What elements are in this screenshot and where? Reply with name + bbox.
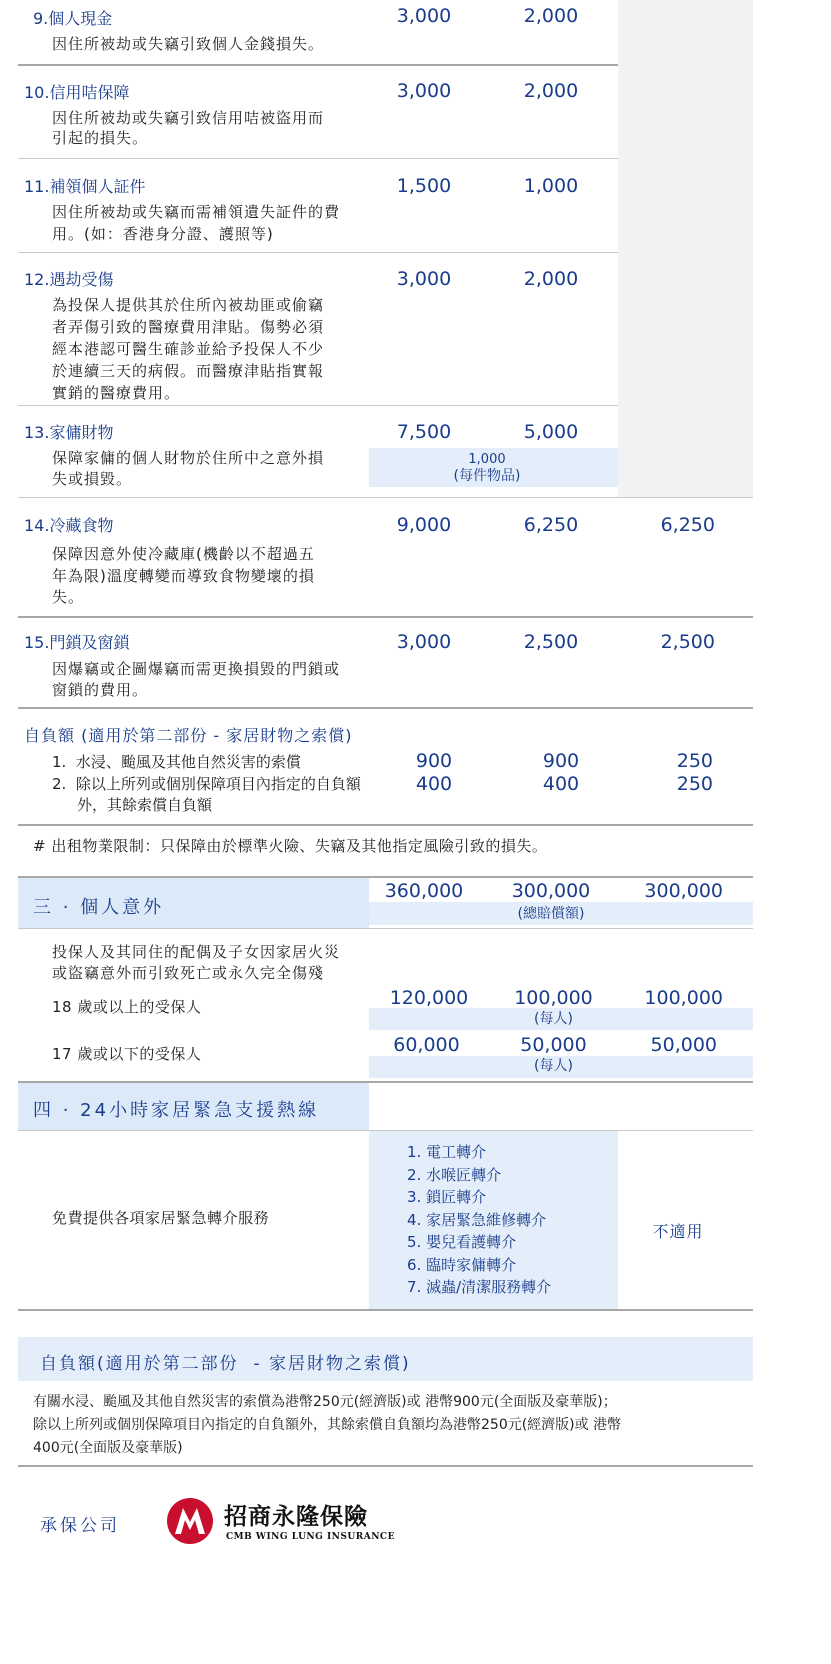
section3-row-col3: 100,000 (644, 987, 723, 1009)
value-col2: 2,000 (523, 80, 579, 102)
logo-english-name: CMB WING LUNG INSURANCE (226, 1532, 395, 1542)
section3-title: 三 · 個人意外 (33, 897, 165, 918)
service-item: 5. 嬰兒看護轉介 (407, 1233, 517, 1251)
section4-service-label: 免費提供各項家居緊急轉介服務 (52, 1209, 270, 1227)
deductible-col3: 250 (676, 773, 713, 795)
rental-note: # 出租物業限制：只保障由於標準火險、失竊及其他指定風險引致的損失。 (33, 837, 548, 855)
item-desc: 經本港認可醫生確診並給予投保人不少 (52, 340, 325, 358)
item-title: 9.個人現金 (33, 9, 113, 28)
value-col1: 1,500 (396, 175, 452, 197)
item13-per-item-limit: 1,000 (468, 452, 506, 467)
service-item: 3. 鎖匠轉介 (407, 1188, 487, 1206)
value-col2: 1,000 (523, 175, 579, 197)
value-col3: 6,250 (660, 514, 715, 536)
footer-deductible-line: 有關水浸、颱風及其他自然災害的索償為港幣250元(經濟版)或 港幣900元(全面版及豪華版)； (33, 1394, 617, 1410)
section3-row-col2: 100,000 (514, 987, 593, 1009)
section3-row-label: 17 歲或以下的受保人 (52, 1045, 202, 1063)
row-divider (18, 1465, 753, 1467)
deductible-row-label: 1. 水浸、颱風及其他自然災害的索償 (52, 753, 301, 771)
deductible-col2: 900 (542, 750, 580, 772)
item-desc: 失。 (52, 588, 85, 606)
row-divider (18, 405, 618, 406)
value-col2: 6,250 (523, 514, 579, 536)
deductible-col1: 900 (415, 750, 453, 772)
section3-desc: 或盜竊意外而引致死亡或永久完全傷殘 (52, 964, 325, 982)
value-col1: 3,000 (396, 268, 452, 290)
section3-col3: 300,000 (644, 880, 723, 902)
section3-row-col1: 120,000 (389, 987, 469, 1009)
deductible-row-label: 2. 除以上所列或個別保障項目內指定的自負額 (52, 775, 361, 793)
item-desc: 因住所被劫或失竊而需補領遺失証件的費 (52, 203, 341, 221)
item-title: 14.冷藏食物 (24, 516, 114, 535)
item-desc: 失或損毀。 (52, 470, 133, 488)
item-desc: 者弄傷引致的醫療費用津貼。傷勢必須 (52, 318, 325, 336)
service-item: 1. 電工轉介 (407, 1143, 487, 1161)
value-col1: 3,000 (396, 80, 452, 102)
section3-desc: 投保人及其同住的配偶及子女因家居火災 (52, 943, 341, 961)
deductible-col3: 250 (676, 750, 713, 772)
item-desc: 於連續三天的病假。而醫療津貼指實報 (52, 362, 325, 380)
value-col3: 2,500 (660, 631, 715, 653)
item-desc: 因住所被劫或失竊引致個人金錢損失。 (52, 35, 325, 53)
row-divider (18, 707, 753, 709)
section4-title: 四 · 24小時家居緊急支援熱線 (33, 1100, 320, 1121)
value-col1: 3,000 (396, 631, 452, 653)
section3-row-col1: 60,000 (393, 1034, 460, 1056)
section3-row-label: 18 歲或以上的受保人 (52, 998, 202, 1016)
section4-services-list (407, 1140, 551, 1298)
item-title: 10.信用咭保障 (24, 83, 130, 102)
section3-col2: 300,000 (511, 880, 591, 902)
value-col1: 3,000 (396, 5, 452, 27)
footer-deductible-line: 400元(全面版及豪華版) (33, 1440, 183, 1456)
footer-deductible-line: 除以上所列或個別保障項目內指定的自負額外，其餘索償自負額均為港幣250元(經濟版)或 港幣 (33, 1417, 622, 1433)
item-desc: 用。(如：香港身分證、護照等) (52, 225, 274, 243)
item-desc: 實銷的醫療費用。 (52, 384, 181, 402)
value-col2: 2,000 (523, 268, 579, 290)
item-desc: 為投保人提供其於住所內被劫匪或偷竊 (52, 296, 325, 314)
deductible-col1: 400 (415, 773, 453, 795)
row-divider (18, 1309, 753, 1311)
item-desc: 保障家傭的個人財物於住所中之意外損 (52, 449, 325, 467)
section3-row-col2: 50,000 (520, 1034, 587, 1056)
section3-per-person-note: (每人) (534, 1058, 573, 1074)
value-col2: 2,000 (523, 5, 579, 27)
not-applicable-label: 不適用 (652, 1222, 704, 1241)
row-divider (18, 158, 618, 159)
item-desc: 年為限)溫度轉變而導致食物變壞的損 (52, 567, 315, 585)
row-divider (18, 928, 753, 929)
value-col1: 9,000 (396, 514, 452, 536)
item-desc: 窗鎖的費用。 (52, 681, 149, 699)
service-item: 2. 水喉匠轉介 (407, 1165, 502, 1184)
deductible-title: 自負額 (適用於第二部份 - 家居財物之索償) (24, 726, 353, 745)
footer-deductible-title: 自負額(適用於第二部份 - 家居財物之索償) (40, 1354, 411, 1374)
value-col2: 5,000 (523, 421, 579, 443)
column3-grey-bg (618, 0, 753, 497)
item-title: 12.遇劫受傷 (24, 270, 114, 289)
item-title: 15.門鎖及窗鎖 (24, 633, 130, 652)
deductible-col2: 400 (542, 773, 580, 795)
underwriter-label: 承保公司 (40, 1516, 120, 1536)
section3-col1: 360,000 (384, 880, 464, 902)
cmb-logo-icon (165, 1496, 215, 1546)
row-divider (18, 64, 618, 66)
value-col1: 7,500 (396, 421, 452, 443)
row-divider (18, 824, 753, 826)
item-desc: 保障因意外使冷藏庫(機齡以不超過五 (52, 545, 315, 563)
section3-row-col3: 50,000 (650, 1034, 717, 1056)
service-item: 7. 滅蟲/清潔服務轉介 (407, 1278, 552, 1296)
logo-chinese-name: 招商永隆保險 (224, 1504, 368, 1530)
deductible-row-label-cont: 外，其餘索償自負額 (77, 796, 213, 814)
row-divider (18, 252, 618, 253)
item-desc: 因住所被劫或失竊引致信用咭被盜用而 (52, 109, 325, 127)
section3-total-note: (總賠償額) (517, 906, 585, 922)
service-item: 6. 臨時家傭轉介 (407, 1255, 517, 1274)
item-title: 11.補領個人証件 (24, 177, 146, 196)
item-desc: 因爆竊或企圖爆竊而需更換損毀的門鎖或 (52, 660, 341, 678)
row-divider (18, 616, 753, 618)
item-title: 13.家傭財物 (24, 423, 114, 442)
row-divider (18, 497, 753, 498)
service-item: 4. 家居緊急維修轉介 (407, 1210, 547, 1229)
item-desc: 引起的損失。 (52, 129, 149, 147)
item13-per-item-label: (每件物品) (453, 468, 521, 484)
value-col2: 2,500 (523, 631, 579, 653)
section3-per-person-note: (每人) (534, 1011, 573, 1027)
